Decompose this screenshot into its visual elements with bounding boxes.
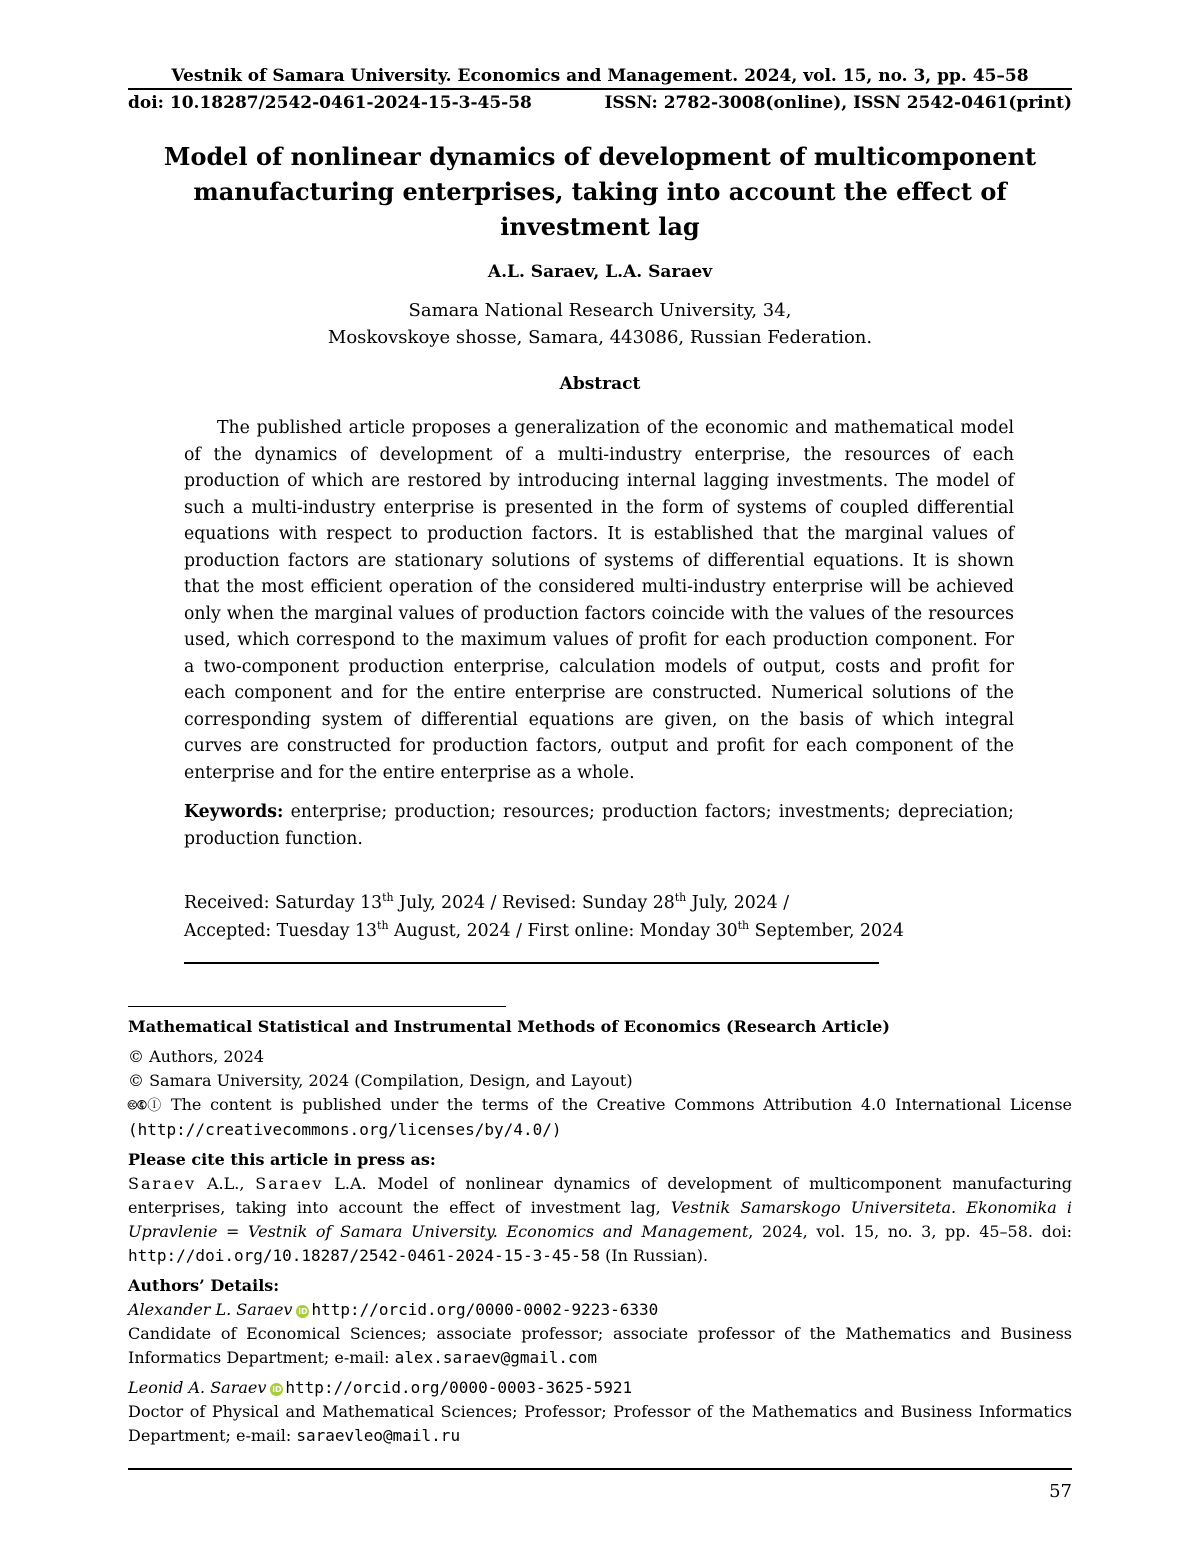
title-line: manufacturing enterprises, taking into account the effect of (193, 177, 1007, 206)
copyright-authors: © Authors, 2024 (128, 1047, 265, 1066)
online-date: August, 2024 / First online: Monday 30 (388, 921, 738, 941)
keywords-text: enterprise; production; resources; production factors; investments; depreciation; production function. (184, 802, 1014, 849)
copyright-university: © Samara University, 2024 (Compilation, Design, and Layout) (128, 1071, 633, 1090)
revised-date-tail: July, 2024 / (686, 893, 790, 913)
doi-line: doi: 10.18287/2542-0461-2024-15-3-45-58 (128, 93, 532, 113)
header-rule (128, 88, 1072, 90)
cite-author: Saraev (255, 1174, 324, 1193)
affiliation (128, 297, 1072, 351)
orcid-icon: iD (272, 1385, 282, 1394)
author-2-details-text: Doctor of Physical and Mathematical Sciences; Professor; Professor of the Mathematics and Business Informatics Department; e-mail: (128, 1402, 1072, 1445)
running-head: Vestnik of Samara University. Economics and Management. 2024, vol. 15, no. 3, pp. 45–58 (171, 66, 1029, 86)
affiliation-line: Moskovskoye shosse, Samara, 443086, Russian Federation. (327, 327, 873, 348)
page-number: 57 (1049, 1481, 1072, 1502)
cite-doi-prefix: doi: (1041, 1222, 1072, 1241)
cite-doi-link[interactable]: http://doi.org/10.18287/2542-0461-2024-15-3-45-58 (128, 1246, 601, 1265)
article-title (128, 139, 1072, 244)
keywords (184, 799, 1014, 852)
author-1-details-text: Candidate of Economical Sciences; associate professor; associate professor of the Mathematics and Business Informatics Department; e-mail: (128, 1324, 1072, 1367)
ordinal-suffix: th (382, 891, 394, 904)
cite-language: (In Russian). (600, 1246, 709, 1265)
ordinal-suffix: th (377, 919, 389, 932)
dates-row-received (184, 889, 904, 917)
author-1-name: Alexander L. Saraev (128, 1300, 293, 1319)
received-date: Received: Saturday 13 (184, 893, 383, 913)
cite-journal: Vestnik Samarskogo Universiteta. Ekonomika i Upravlenie = Vestnik of Samara University. Economics and Management (128, 1198, 1073, 1241)
license-notice (128, 1093, 1072, 1142)
affiliation-line: Samara National Research University, 34, (408, 300, 792, 321)
dates-rule (184, 962, 879, 964)
author-1-email[interactable]: alex.saraev@gmail.com (394, 1348, 597, 1367)
cite-author-initials: A.L., (196, 1174, 256, 1193)
author-list: A.L. Saraev, L.A. Saraev (487, 262, 713, 282)
article-section: Mathematical Statistical and Instrumental Methods of Economics (Research Article) (128, 1017, 890, 1036)
abstract-text: The published article proposes a generalization of the economic and mathematical model of the dynamics of development of a multi-industry enterprise, the resources of each production of which are restored by introducing internal lagging investments. The model of such a multi-industry enterprise is presented in the form of systems of coupled differential equations with respect to production factors. It is established that the marginal values of production factors are stationary solutions of systems of differential equations. It is shown that the most efficient operation of the considered multi-industry enterprise will be achieved only when the marginal values of production factors coincide with the values of the resources used, which correspond to the maximum values of profit for each production component. For a two-component production enterprise, calculation models of output, costs and profit for each component and for the entire enterprise are constructed. Numerical solutions of the corresponding system of differential equations are given, on the basis of which integral curves are constructed for production factors, output and profit for each component of the enterprise and for the entire enterprise as a whole. (184, 418, 1014, 783)
citation (128, 1172, 1072, 1268)
license-link[interactable]: (http://creativecommons.org/licenses/by/4.0/) (128, 1120, 562, 1139)
cite-heading: Please cite this article in press as: (128, 1150, 436, 1169)
issn-line: ISSN: 2782-3008(online), ISSN 2542-0461(print) (604, 93, 1072, 113)
accepted-date: Accepted: Tuesday 13 (184, 921, 378, 941)
author-2-line (128, 1376, 1072, 1400)
author-2-orcid-link[interactable]: http://orcid.org/0000-0003-3625-5921 (285, 1378, 633, 1397)
dates-row-accepted (184, 917, 904, 945)
footnotes (128, 1015, 1072, 1448)
keywords-label: Keywords: (184, 802, 284, 822)
cite-author: Saraev (128, 1174, 197, 1193)
authors-details-heading: Authors’ Details: (128, 1276, 280, 1295)
author-2-name: Leonid A. Saraev (128, 1378, 267, 1397)
author-1-details (128, 1322, 1072, 1370)
title-line: Model of nonlinear dynamics of development of multicomponent (163, 142, 1037, 171)
footer-rule (128, 1468, 1072, 1470)
ordinal-suffix: th (674, 891, 687, 904)
cite-tail: , 2024, vol. 15, no. 3, pp. 45–58. (748, 1222, 1034, 1241)
license-text: The content is published under the terms of the Creative Commons Attribution 4.0 International License (170, 1095, 1073, 1114)
author-2-details (128, 1400, 1072, 1448)
author-1-line (128, 1298, 1072, 1322)
ordinal-suffix: th (737, 919, 750, 932)
article-dates (184, 889, 904, 945)
author-2-email[interactable]: saraevleo@mail.ru (296, 1426, 461, 1445)
title-line: investment lag (500, 212, 700, 241)
cite-author-initials: L.A. (323, 1174, 378, 1193)
cite-title: Model of nonlinear dynamics of development of multicomponent manufacturing enterprises, taking into account the effect of investment lag, (128, 1174, 1072, 1217)
orcid-icon: iD (298, 1307, 308, 1316)
creative-commons-icon: 🅭🅮Ⓘ (128, 1098, 163, 1114)
online-date-tail: September, 2024 (749, 921, 904, 941)
author-1-orcid-link[interactable]: http://orcid.org/0000-0002-9223-6330 (311, 1300, 659, 1319)
abstract-heading: Abstract (559, 374, 641, 394)
revised-date: July, 2024 / Revised: Sunday 28 (393, 893, 675, 913)
footnote-rule (128, 1006, 506, 1007)
